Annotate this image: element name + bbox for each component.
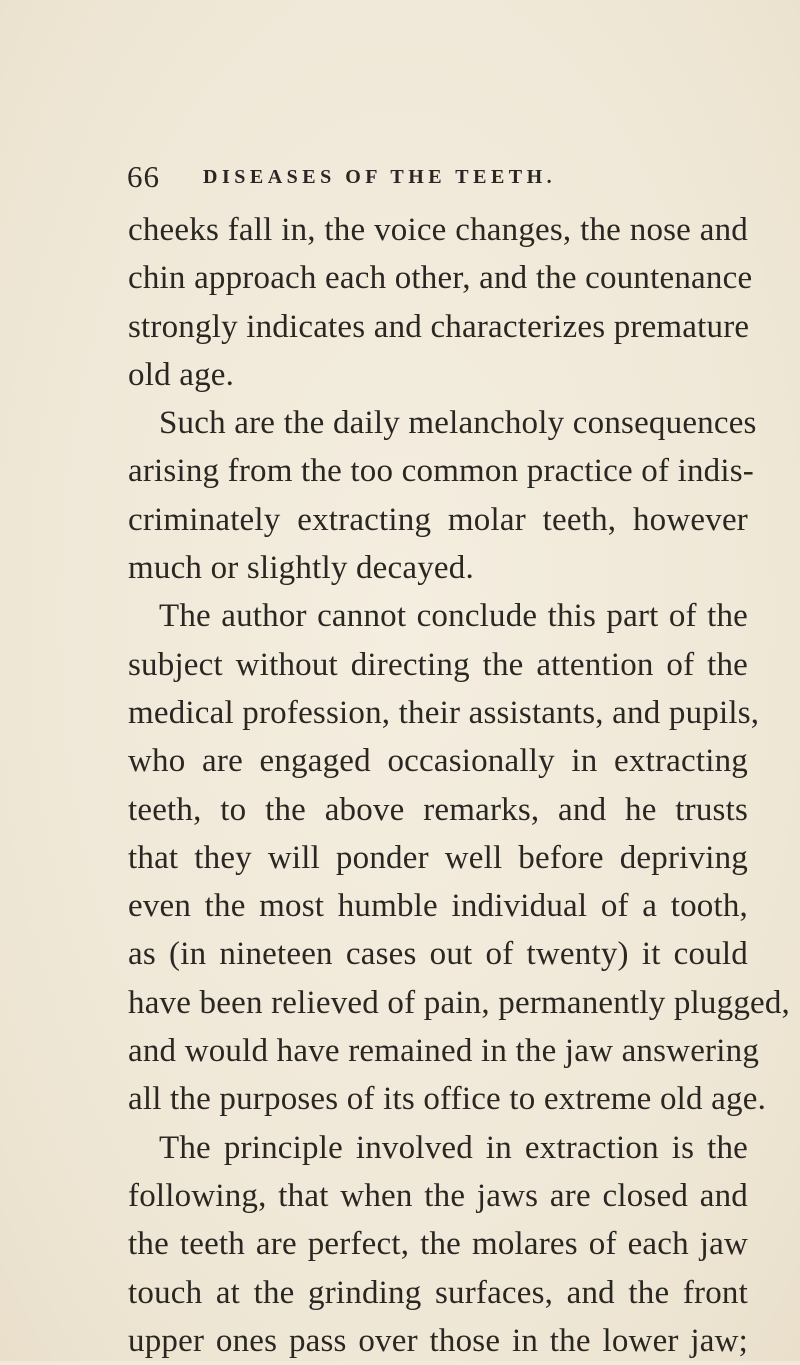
text-line: following, that when the jaws are closed and: [128, 1177, 748, 1214]
body-text: [128, 206, 791, 1365]
running-head: [127, 147, 747, 207]
text-line: cheeks fall in, the voice changes, the nose and: [128, 212, 748, 248]
text-line: much or slightly decayed.: [128, 550, 474, 587]
text-line: arising from the too common practice of indis-: [128, 453, 754, 490]
text-line: chin approach each other, and the countenance: [128, 260, 753, 297]
text-line: touch at the grinding surfaces, and the front: [128, 1274, 748, 1311]
text-line: medical profession, their assistants, and pupils,: [128, 694, 760, 731]
text-line: subject without directing the attention of the: [128, 646, 748, 683]
text-line: all the purposes of its office to extreme old age.: [128, 1081, 767, 1118]
text-line: strongly indicates and characterizes premature: [128, 308, 750, 345]
text-line: as (in nineteen cases out of twenty) it could: [128, 936, 748, 973]
page-number: 66: [127, 159, 160, 194]
text-line: who are engaged occasionally in extracting: [128, 743, 748, 780]
text-line: old age.: [128, 356, 235, 393]
text-line: and would have remained in the jaw answering: [128, 1033, 760, 1070]
text-line: The author cannot conclude this part of the: [159, 598, 748, 635]
text-line: teeth, to the above remarks, and he trusts: [128, 791, 748, 828]
text-line: have been relieved of pain, permanently plugged,: [128, 984, 791, 1021]
text-line: The principle involved in extraction is the: [159, 1129, 748, 1166]
page-header-title: DISEASES OF THE TEETH.: [203, 166, 557, 188]
text-line: that they will ponder well before depriving: [128, 839, 748, 876]
text-line: upper ones pass over those in the lower jaw;: [128, 1322, 748, 1359]
text-line: the teeth are perfect, the molares of each jaw: [128, 1226, 748, 1263]
text-line: criminately extracting molar teeth, however: [128, 501, 748, 538]
text-line: even the most humble individual of a tooth,: [128, 888, 748, 925]
text-line: Such are the daily melancholy consequences: [159, 405, 757, 442]
